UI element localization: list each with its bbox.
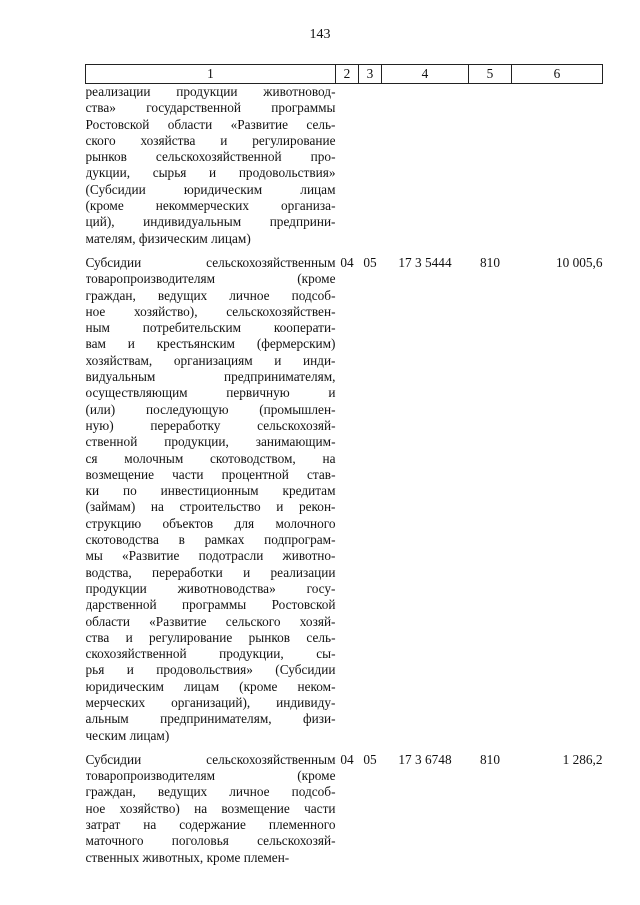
header-row [86, 65, 603, 84]
table-row [86, 84, 603, 247]
description-line: мы «Развитие подотрасли животно- [85, 548, 336, 564]
subsection-code: 05 [363, 254, 377, 270]
amount [512, 84, 603, 247]
page-number: 143 [309, 27, 331, 42]
description-line: альным предпринимателям, физи- [85, 711, 336, 727]
description-line: маточного поголовья сельскохозяй- [85, 833, 336, 849]
section-code: 04 [340, 751, 354, 767]
description-line: струкцию объектов для молочного [85, 515, 336, 531]
amount: 1 286,2 [562, 751, 603, 767]
description-line: вам и крестьянским (фермерским) [85, 336, 336, 352]
target-article-code: 17 3 6748 [398, 751, 452, 767]
section-code: 04 [340, 254, 354, 270]
description-line: товаропроизводителям (кроме [85, 768, 336, 784]
description-line: видуальным предпринимателям, [85, 369, 336, 385]
description-line: ную) переработку сельскохозяй- [85, 417, 336, 433]
description-line: ства и регулирование рынков сель- [85, 629, 336, 645]
description-line: ное хозяйство), сельскохозяйствен- [85, 303, 336, 319]
amount: 10 005,6 [555, 254, 603, 270]
description-line: хозяйствам, организациям и инди- [85, 352, 336, 368]
table-row [86, 752, 603, 866]
description-line: Субсидии сельскохозяйственным [85, 254, 336, 270]
row-description [86, 255, 336, 744]
description-line: Ростовской области «Развитие сель- [85, 116, 336, 132]
description-line: товаропроизводителям (кроме [85, 271, 336, 287]
row-description [86, 84, 336, 247]
target-article-code: 17 3 5444 [398, 254, 452, 270]
description-line: (Субсидии юридическим лицам [85, 181, 336, 197]
description-line: водства, переработки и реализации [85, 564, 336, 580]
description-line: дарственной программы Ростовской [85, 597, 336, 613]
description-line: ческим лицам) [85, 727, 170, 743]
row-spacer [86, 247, 603, 255]
description-line: дукции, сырья и продовольствия» [85, 165, 336, 181]
row-spacer-cell [86, 744, 603, 752]
row-spacer [86, 744, 603, 752]
description-line: ций), индивидуальным предприни- [85, 214, 336, 230]
header-col-1: 1 [86, 65, 336, 84]
description-line: ственных животных, кроме племен- [85, 849, 290, 865]
description-line: области «Развитие сельского хозяй- [85, 613, 336, 629]
description-line: рья и продовольствия» (Субсидии [85, 662, 336, 678]
description-line: ственной продукции, занимающим- [85, 434, 336, 450]
target-article-code [382, 84, 469, 247]
expense-type-code [469, 84, 512, 247]
description-line: (или) последующую (промышлен- [85, 401, 336, 417]
description-line: юридическим лицам (кроме неком- [85, 678, 336, 694]
description-line: затрат на содержание племенного [85, 817, 336, 833]
description-line: ки по инвестиционным кредитам [85, 483, 336, 499]
header-col-4: 4 [382, 65, 469, 84]
header-col-3: 3 [359, 65, 382, 84]
description-line: реализации продукции животновод- [85, 84, 336, 99]
row-description [86, 752, 336, 866]
description-line: ное хозяйство) на возмещение части [85, 800, 336, 816]
description-line: ского хозяйства и регулирование [85, 132, 336, 148]
table-header [86, 65, 603, 84]
header-col-2: 2 [336, 65, 359, 84]
description-line: рынков сельскохозяйственной про- [85, 149, 336, 165]
description-line: ся молочным скотоводством, на [85, 450, 336, 466]
description-line: (кроме некоммерческих организа- [85, 198, 336, 214]
budget-table [85, 64, 603, 866]
header-col-6: 6 [512, 65, 603, 84]
description-line: скотоводства в рамках подпрограм- [85, 532, 336, 548]
row-spacer-cell [86, 247, 603, 255]
table-body [86, 84, 603, 866]
section-code [336, 84, 359, 247]
subsection-code: 05 [363, 751, 377, 767]
description-line: Субсидии сельскохозяйственным [85, 751, 336, 767]
description-line: продукции животноводства» госу- [85, 580, 336, 596]
description-line: ным потребительским кооперати- [85, 320, 336, 336]
subsection-code [359, 84, 382, 247]
description-line: ства» государственной программы [85, 100, 336, 116]
header-col-5: 5 [469, 65, 512, 84]
description-line: мерческих организаций), индивиду- [85, 694, 336, 710]
description-line: граждан, ведущих личное подсоб- [85, 784, 336, 800]
description-line: граждан, ведущих личное подсоб- [85, 287, 336, 303]
description-line: (займам) на строительство и рекон- [85, 499, 336, 515]
description-line: скохозяйственной продукции, сы- [85, 646, 336, 662]
description-line: мателям, физическим лицам) [85, 230, 251, 246]
expense-type-code: 810 [480, 254, 500, 270]
table-row [86, 255, 603, 744]
description-line: возмещение части процентной став- [85, 466, 336, 482]
description-line: осуществляющим первичную и [85, 385, 336, 401]
expense-type-code: 810 [480, 751, 500, 767]
